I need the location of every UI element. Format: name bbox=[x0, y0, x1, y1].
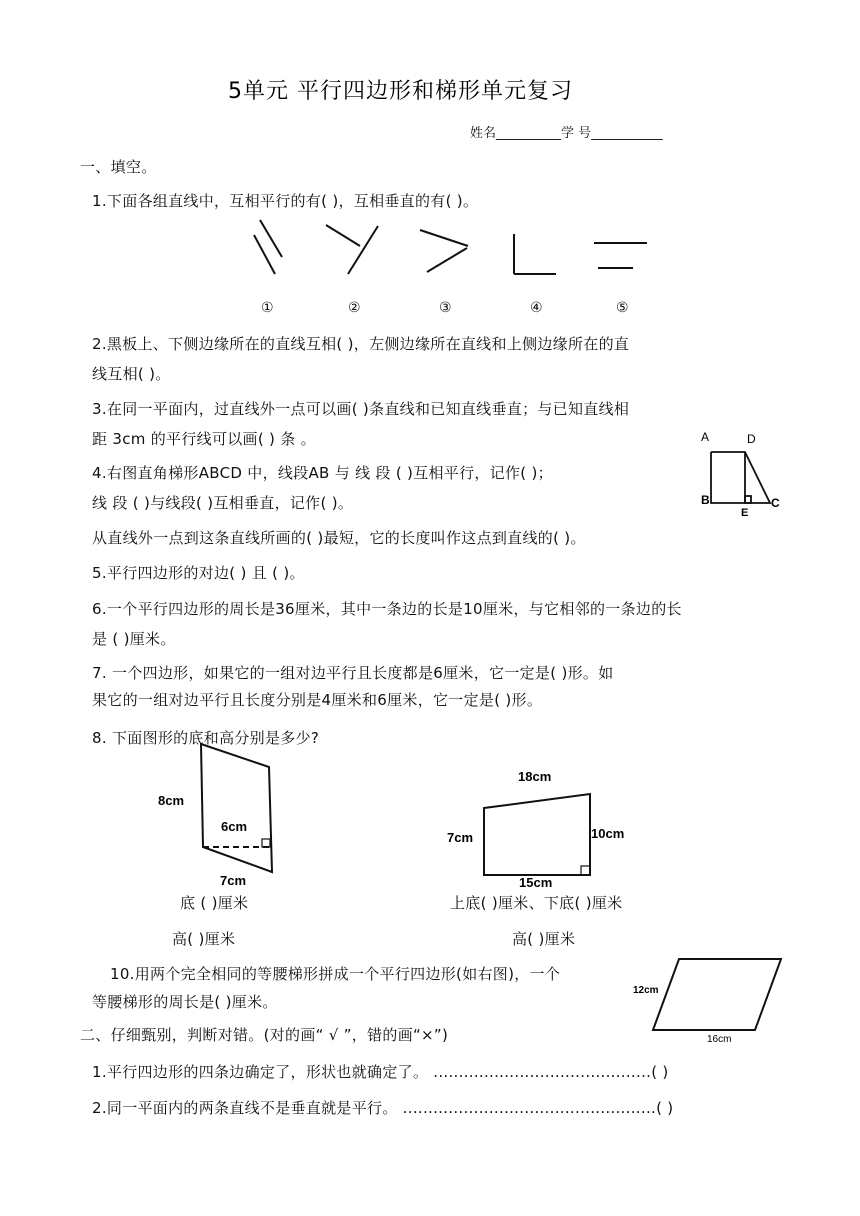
q8-fig1-side-label: 8cm bbox=[158, 793, 185, 808]
page-title: 5单元 平行四边形和梯形单元复习 bbox=[228, 79, 573, 104]
q1-label-5: ⑤ bbox=[616, 300, 629, 316]
question-5: 5.平行四边形的对边( ) 且 ( )。 bbox=[92, 564, 305, 582]
q4-label-e: E bbox=[741, 507, 749, 519]
q8-fig2-left-label: 7cm bbox=[447, 830, 474, 845]
question-7-line-2: 果它的一组对边平行且长度分别是4厘米和6厘米，它一定是( )形。 bbox=[92, 691, 543, 709]
judgment-question-2: 2.同一平面内的两条直线不是垂直就是平行。 ..................................................( ) bbox=[92, 1099, 674, 1117]
q10-base-label: 16cm bbox=[707, 1034, 732, 1045]
q4-label-b: B bbox=[701, 493, 710, 507]
q8-fig1-base-label: 7cm bbox=[220, 873, 247, 888]
q10-height-label: 12cm bbox=[633, 985, 659, 996]
q8-answer-2-bases: 上底( )厘米、下底( )厘米 bbox=[450, 894, 623, 912]
q4-label-d: D bbox=[747, 432, 756, 446]
question-6-line-2: 是 ( )厘米。 bbox=[92, 630, 176, 648]
q8-fig2-right-label: 10cm bbox=[591, 826, 625, 841]
question-2-line-2: 线互相( )。 bbox=[92, 365, 171, 383]
question-2-line-1: 2.黑板上、下侧边缘所在的直线互相( )，左侧边缘所在直线和上侧边缘所在的直 bbox=[92, 335, 630, 353]
q8-fig2-bottom-label: 15cm bbox=[519, 875, 553, 890]
question-1: 1.下面各组直线中，互相平行的有( )，互相垂直的有( )。 bbox=[92, 192, 479, 210]
section2-heading: 二、仔细甄别，判断对错。(对的画“ √ ”，错的画“×”) bbox=[80, 1026, 449, 1044]
q8-fig1-height-label: 6cm bbox=[221, 819, 248, 834]
q8-answer-1-height: 高( )厘米 bbox=[172, 930, 236, 948]
q4-label-a: A bbox=[701, 430, 710, 444]
judgment-question-1: 1.平行四边形的四条边确定了，形状也就确定了。 ...........................................( ) bbox=[92, 1063, 669, 1081]
question-3-line-1: 3.在同一平面内，过直线外一点可以画( )条直线和已知直线垂直；与已知直线相 bbox=[92, 400, 630, 418]
question-3-line-2: 距 3cm 的平行线可以画( ) 条 。 bbox=[92, 430, 316, 448]
q8-answer-1-base: 底 ( )厘米 bbox=[180, 894, 249, 912]
q8-fig2-top-label: 18cm bbox=[518, 769, 552, 784]
q1-label-2: ② bbox=[348, 300, 361, 316]
section1-heading: 一、填空。 bbox=[80, 158, 157, 176]
question-6-line-1: 6.一个平行四边形的周长是36厘米，其中一条边的长是10厘米，与它相邻的一条边的长 bbox=[92, 600, 682, 618]
question-4-line-1: 4.右图直角梯形ABCD 中，线段AB 与 线 段 ( )互相平行，记作( )； bbox=[92, 464, 553, 482]
question-4-line-3: 从直线外一点到这条直线所画的( )最短，它的长度叫作这点到直线的( )。 bbox=[92, 529, 586, 547]
q1-label-1: ① bbox=[261, 300, 274, 316]
q4-label-c: C bbox=[771, 496, 780, 510]
question-7-line-1: 7. 一个四边形，如果它的一组对边平行且长度都是6厘米，它一定是( )形。如 bbox=[92, 664, 614, 682]
question-10-line-1: 10.用两个完全相同的等腰梯形拼成一个平行四边形(如右图)，一个 bbox=[110, 965, 561, 983]
name-and-number-line: 姓名__________学 号___________ bbox=[470, 126, 663, 141]
q1-label-3: ③ bbox=[439, 300, 452, 316]
question-4-line-2: 线 段 ( )与线段( )互相垂直，记作( )。 bbox=[92, 494, 354, 512]
question-10-line-2: 等腰梯形的周长是( )厘米。 bbox=[92, 993, 278, 1011]
q1-label-4: ④ bbox=[530, 300, 543, 316]
question-8: 8. 下面图形的底和高分别是多少? bbox=[92, 729, 320, 747]
q8-answer-2-height: 高( )厘米 bbox=[512, 930, 576, 948]
